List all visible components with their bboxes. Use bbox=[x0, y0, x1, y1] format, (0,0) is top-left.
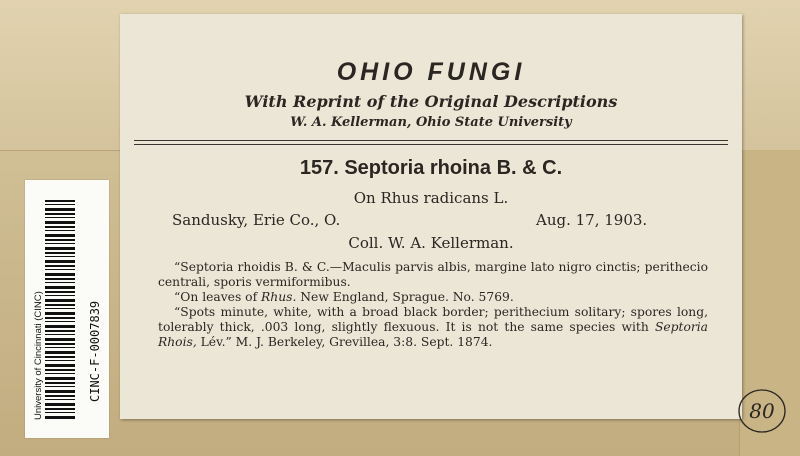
collection-date: Aug. 17, 1903. bbox=[536, 211, 648, 229]
english-text-end: Lév.” M. J. Berkeley, Grevillea, 3:8. Sept. 1874. bbox=[196, 335, 493, 349]
divider-rule bbox=[134, 140, 728, 141]
source-text-end: New England, Sprague. No. 5769. bbox=[296, 290, 514, 304]
species-heading: 157. Septoria rhoina B. & C. bbox=[299, 157, 563, 179]
collector: Coll. W. A. Kellerman. bbox=[348, 234, 514, 252]
original-descriptions bbox=[158, 260, 708, 350]
label-author: W. A. Kellerman, Ohio State University bbox=[290, 115, 572, 130]
source-genus: Rhus. bbox=[261, 290, 297, 304]
divider-rule bbox=[134, 144, 728, 145]
english-text: “Spots minute, white, with a broad black border; perithecium solitary; spores long, tolerably thick, .003 long, slightly flexuous. It is not the same species with bbox=[158, 305, 708, 334]
barcode-label bbox=[25, 180, 109, 438]
barcode-code: CINC-F-0007839 bbox=[88, 300, 102, 402]
description-source bbox=[158, 290, 708, 305]
source-text: “On leaves of bbox=[174, 290, 262, 304]
label-subtitle: With Reprint of the Original Descriptions bbox=[244, 92, 618, 111]
locality: Sandusky, Erie Co., O. bbox=[172, 211, 341, 229]
handwritten-number-icon bbox=[736, 386, 788, 436]
description-latin: “Septoria rhoidis B. & C.—Maculis parvis albis, margine lato nigro cinctis; perithecio centrali, sporis vermiformibus. bbox=[158, 260, 708, 289]
host-line: On Rhus radicans L. bbox=[353, 189, 509, 207]
barcode-icon bbox=[45, 200, 75, 420]
barcode-institution: University of Cincinnati (CINC) bbox=[33, 291, 44, 420]
label-title: OHIO FUNGI bbox=[336, 58, 526, 86]
description-english bbox=[158, 305, 708, 350]
handwritten-number: 80 bbox=[749, 399, 775, 423]
english-species: Septoria Rhois, bbox=[158, 320, 708, 349]
specimen-label bbox=[120, 14, 742, 419]
